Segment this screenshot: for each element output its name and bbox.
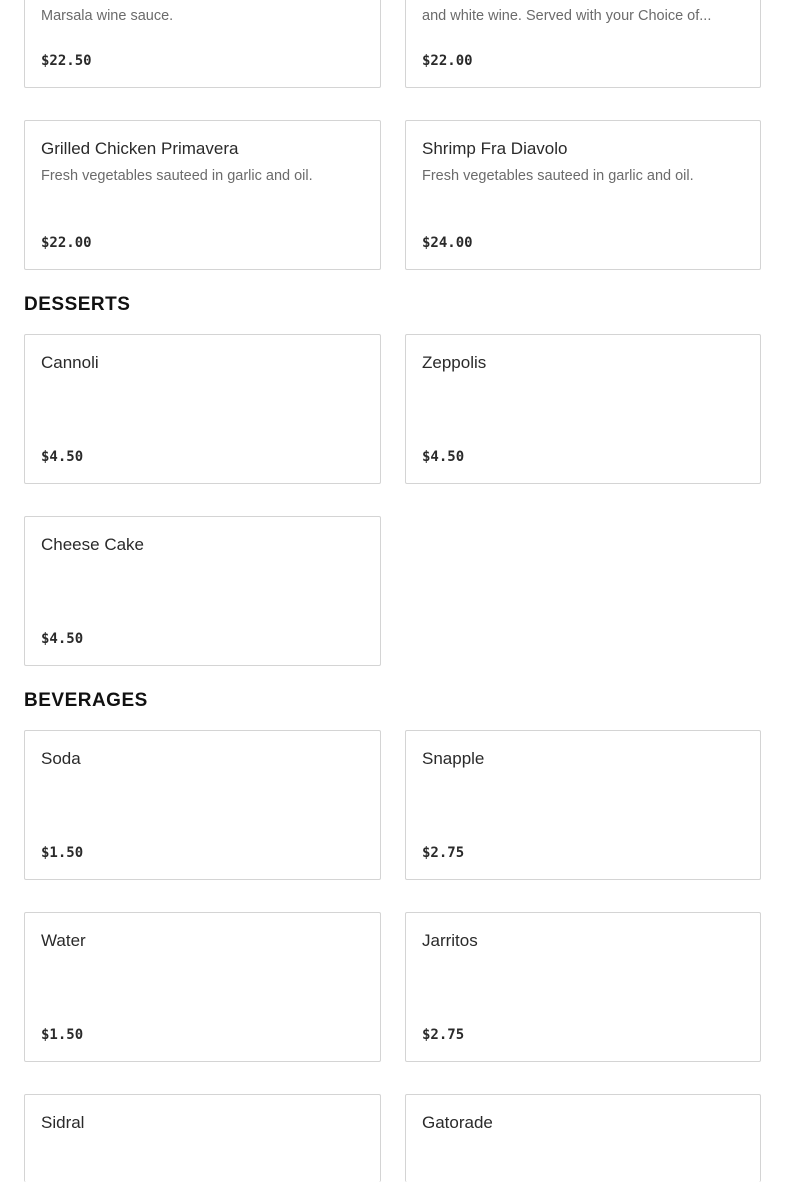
menu-item-name: Gatorade	[422, 1113, 493, 1132]
menu-item-name: Jarritos	[422, 931, 478, 950]
menu-item-card[interactable]	[405, 1094, 761, 1182]
menu-item-card[interactable]	[405, 912, 761, 1062]
menu-item-name: Cannoli	[41, 353, 99, 372]
menu-item-card[interactable]	[24, 120, 381, 270]
menu-item-card[interactable]	[405, 334, 761, 484]
menu-item-card[interactable]	[24, 516, 381, 666]
menu-item-price: $1.50	[41, 1027, 84, 1043]
menu-item-card[interactable]	[405, 0, 761, 88]
menu-item-name: Cheese Cake	[41, 535, 145, 554]
menu-item-price: $4.50	[41, 631, 84, 647]
menu-item-description: Fresh vegetables sauteed in garlic and oil.	[422, 168, 694, 184]
menu-item-name: Grilled Chicken Primavera	[41, 139, 239, 158]
menu-item-price: $22.00	[41, 235, 92, 251]
section-title-desserts: DESSERTS	[24, 294, 131, 315]
menu-item-name: Snapple	[422, 749, 485, 768]
menu-item-card[interactable]	[24, 0, 381, 88]
menu-item-name: Sidral	[41, 1113, 85, 1132]
section-title-beverages: BEVERAGES	[24, 690, 148, 711]
menu-item-price: $22.00	[422, 53, 473, 69]
menu-item-price: $24.00	[422, 235, 473, 251]
menu-item-price: $1.50	[41, 845, 84, 861]
menu-item-card[interactable]	[24, 730, 381, 880]
menu-item-name: Shrimp Fra Diavolo	[422, 139, 568, 158]
menu-item-card[interactable]	[405, 120, 761, 270]
menu-item-name: Water	[41, 931, 86, 950]
menu-item-name: Soda	[41, 749, 81, 768]
menu-item-price: $4.50	[422, 449, 465, 465]
menu-item-price: $4.50	[41, 449, 84, 465]
menu-item-card[interactable]	[24, 912, 381, 1062]
menu-item-card[interactable]	[405, 730, 761, 880]
menu-item-description: Marsala wine sauce.	[41, 8, 174, 24]
menu-item-card[interactable]	[24, 1094, 381, 1182]
menu-item-price: $2.75	[422, 1027, 465, 1043]
menu-item-price: $2.75	[422, 845, 465, 861]
menu-item-name: Zeppolis	[422, 353, 487, 372]
menu-item-card[interactable]	[24, 334, 381, 484]
menu-item-description: Fresh vegetables sauteed in garlic and oil.	[41, 168, 313, 184]
menu-item-price: $22.50	[41, 53, 92, 69]
menu-item-description: and white wine. Served with your Choice of...	[422, 8, 712, 24]
